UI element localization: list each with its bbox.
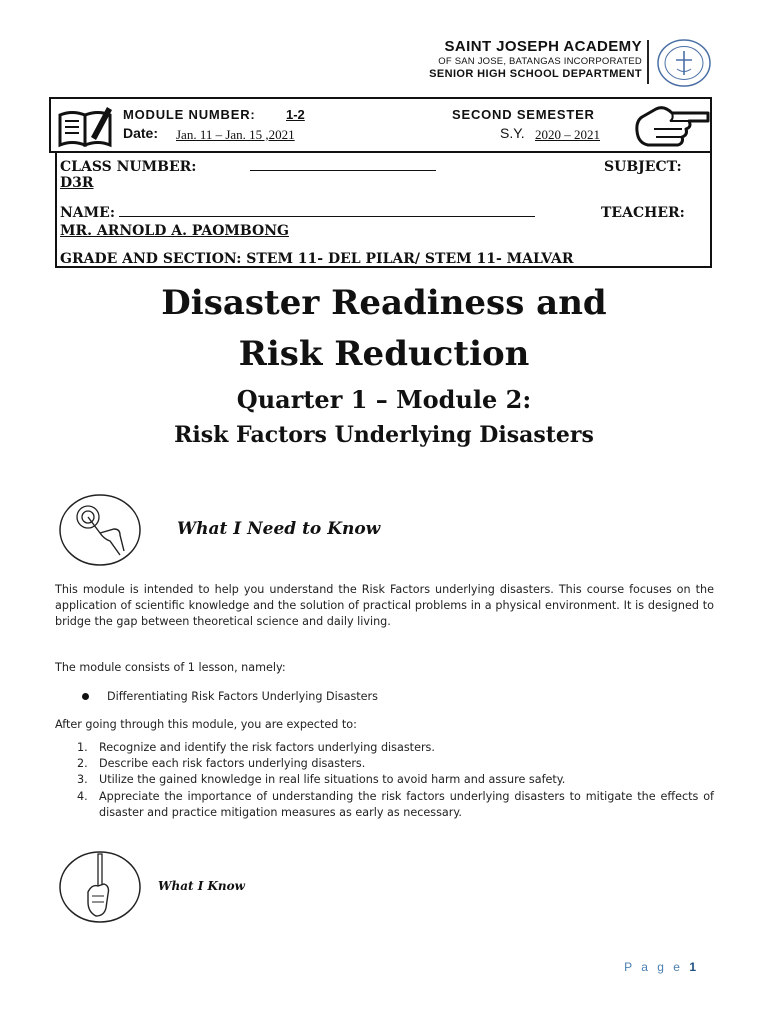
section-heading-what-i-know: What I Know — [158, 879, 245, 893]
page-label: P a g e — [624, 960, 683, 974]
title-line-1: Disaster Readiness and — [161, 283, 607, 323]
list-item-number: 3. — [77, 773, 88, 786]
list-item-text: Appreciate the importance of understanding the risk factors underlying disasters to mitigate the effects of disaster and practice mitigation measures as early as necessary. — [99, 790, 714, 819]
grade-section: GRADE AND SECTION: STEM 11- DEL PILAR/ STEM 11- MALVAR — [60, 251, 574, 267]
class-number-field[interactable] — [250, 159, 436, 175]
school-year-value: 2020 – 2021 — [535, 127, 600, 142]
class-info-box — [55, 153, 712, 268]
touch-finger-icon — [58, 493, 142, 567]
teacher-label: TEACHER: — [601, 205, 685, 221]
name-field[interactable] — [119, 205, 535, 221]
school-header — [302, 38, 642, 80]
header-divider — [647, 40, 649, 84]
pointing-hand-icon — [634, 99, 710, 151]
list-item — [55, 740, 714, 756]
subject-label: SUBJECT: — [604, 159, 682, 175]
school-subtitle: OF SAN JOSE, BATANGAS INCORPORATED — [438, 56, 642, 67]
date-label: Date: — [123, 125, 159, 141]
name-label: NAME: — [60, 205, 115, 221]
list-item — [55, 789, 714, 821]
module-number-value: 1-2 — [286, 107, 305, 122]
list-item-number: 1. — [77, 741, 88, 754]
teacher-value: MR. ARNOLD A. PAOMBONG — [60, 223, 289, 239]
school-seal-icon — [656, 38, 712, 88]
lesson-item: Differentiating Risk Factors Underlying Disasters — [107, 690, 378, 703]
list-item-text: Utilize the gained knowledge in real life situations to avoid harm and assure safety. — [99, 773, 566, 786]
school-year-label: S.Y. — [500, 125, 525, 141]
hand-pencil-icon — [58, 850, 142, 924]
quarter-module-title: Quarter 1 – Module 2: — [236, 385, 532, 414]
date-value: Jan. 11 – Jan. 15 ,2021 — [176, 127, 295, 142]
book-pen-icon — [57, 103, 115, 149]
expected-intro: After going through this module, you are expected to: — [55, 718, 357, 731]
list-item — [55, 772, 714, 788]
school-department: SENIOR HIGH SCHOOL DEPARTMENT — [429, 68, 642, 80]
list-item-number: 2. — [77, 757, 88, 770]
module-number-label: MODULE NUMBER: — [123, 107, 256, 122]
list-item-text: Describe each risk factors underlying disasters. — [99, 757, 366, 770]
list-item-text: Recognize and identify the risk factors underlying disasters. — [99, 741, 435, 754]
lessons-intro: The module consists of 1 lesson, namely: — [55, 661, 286, 674]
list-item-number: 4. — [77, 790, 88, 803]
page-number — [624, 960, 696, 974]
page-number-value: 1 — [689, 960, 696, 974]
class-number-label: CLASS NUMBER: — [60, 159, 197, 175]
section-heading-need-to-know: What I Need to Know — [177, 519, 381, 539]
module-info-box — [49, 97, 712, 153]
intro-paragraph: This module is intended to help you understand the Risk Factors underlying disasters. This course focuses on the application of scientific knowledge and the solution of practical problems in a physical environment. It is designed to bridge the gap between theoretical science and daily living. — [55, 583, 714, 628]
school-name: SAINT JOSEPH ACADEMY — [444, 38, 642, 55]
module-topic-title: Risk Factors Underlying Disasters — [174, 422, 594, 448]
bullet-icon — [82, 693, 89, 700]
list-item — [55, 756, 714, 772]
subject-value: D3R — [60, 175, 94, 191]
title-line-2: Risk Reduction — [238, 334, 530, 374]
semester-label: SECOND SEMESTER — [452, 107, 595, 122]
